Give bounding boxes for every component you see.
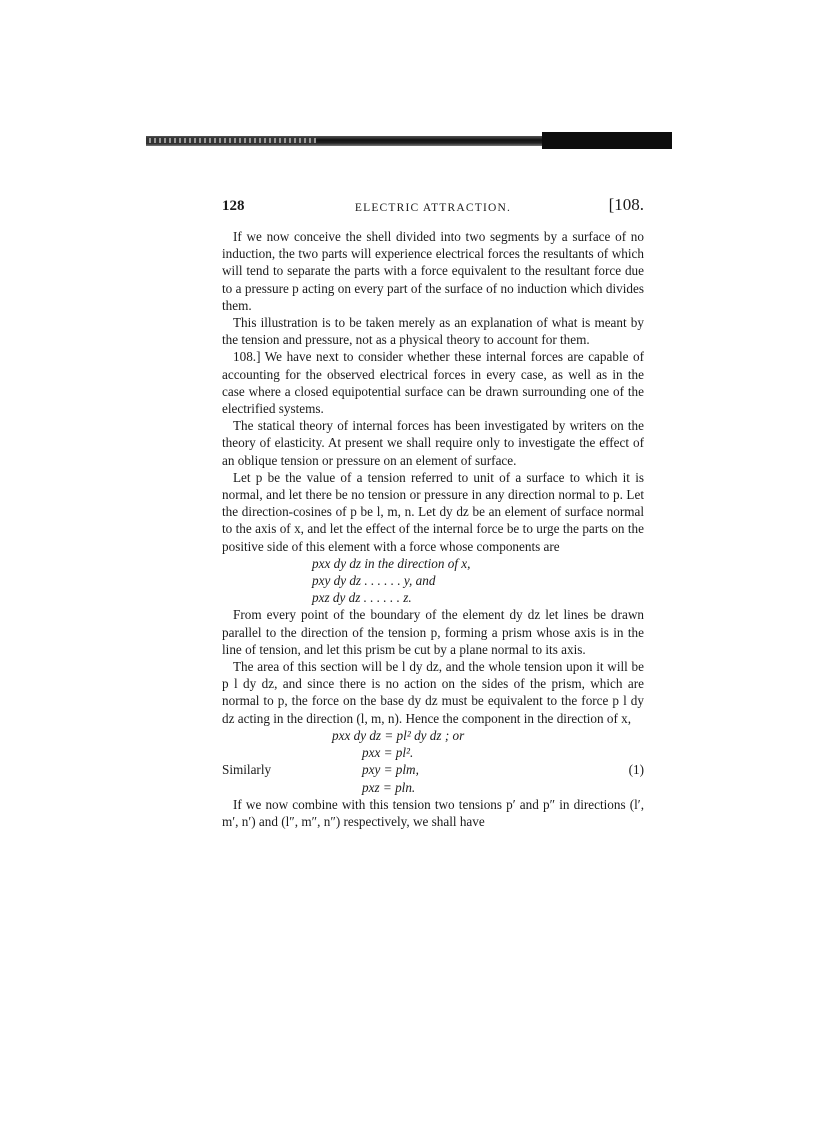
paragraph-2: This illustration is to be taken merely as an explanation of what is meant by the tension and pressure, not as a physical theory to account for them. <box>222 315 644 348</box>
paragraph-5: Let p be the value of a tension referred to unit of a surface to which it is normal, and let there be no tension or pressure in any direction normal to p. Let the direction-cosines of p be l, m, n. Let dy dz be an element of surface normal to the axis of x, and let the effect of the internal force be to urge the parts on the positive side of this element with a force whose components are <box>222 469 644 554</box>
equation-line-pxy: pxy = plm, <box>362 762 419 778</box>
paragraph-4: The statical theory of internal forces has been investigated by writers on the theory of elasticity. At present we shall require only to investigate the effect of an oblique tension or pressure on an element of surface. <box>222 418 644 468</box>
paragraph-1: If we now conceive the shell divided into two segments by a surface of no induction, the two parts will experience electrical forces the resultants of which will tend to separate the parts with a force equivalent to the resultant force due to a pressure p acting on every part of the surface of no induction which divides them. <box>222 229 644 313</box>
page-header <box>222 195 644 220</box>
similarly-label: Similarly <box>222 762 272 778</box>
paragraph-7: The area of this section will be l dy dz, and the whole tension upon it will be p l dy dz, and since there is no action on the sides of the prism, which are normal to p, the force on the base dy dz must be equivalent to the force p l dy dz acting in the direction (l, m, n). Hence the component in the direction of x, <box>222 659 644 726</box>
paragraph-8: If we now combine with this tension two tensions p′ and p″ in directions (l′, m′, n′) and (l″, m″, n″) respectively, we shall have <box>222 796 644 829</box>
running-title: ELECTRIC ATTRACTION. <box>354 202 512 214</box>
equation-first: pxx dy dz = pl² dy dz ; or <box>332 727 465 743</box>
equation-number: (1) <box>628 762 644 778</box>
page-number: 128 <box>222 198 245 214</box>
scan-border-bar <box>146 136 672 146</box>
equation-line-pxz: pxz = pln. <box>362 779 416 795</box>
component-line-z: pxz dy dz . . . . . . z. <box>312 590 412 606</box>
section-mark: [108. <box>608 195 644 214</box>
paragraph-3: 108.] We have next to consider whether these internal forces are capable of accounting for the observed electrical forces in every case, as well as in the case where a closed equipotential surface can be drawn surrounding one of the electrified systems. <box>222 349 644 417</box>
book-page <box>222 195 644 830</box>
component-line-y: pxy dy dz . . . . . . y, and <box>312 573 436 589</box>
equation-line-pxx: pxx = pl². <box>362 745 414 761</box>
component-line-x: pxx dy dz in the direction of x, <box>312 555 471 571</box>
paragraph-6: From every point of the boundary of the element dy dz let lines be drawn parallel to the direction of the tension p, forming a prism whose axis is in the line of tension, and let this prism be cut by a plane normal to its axis. <box>222 607 644 657</box>
equation-block <box>222 744 644 796</box>
